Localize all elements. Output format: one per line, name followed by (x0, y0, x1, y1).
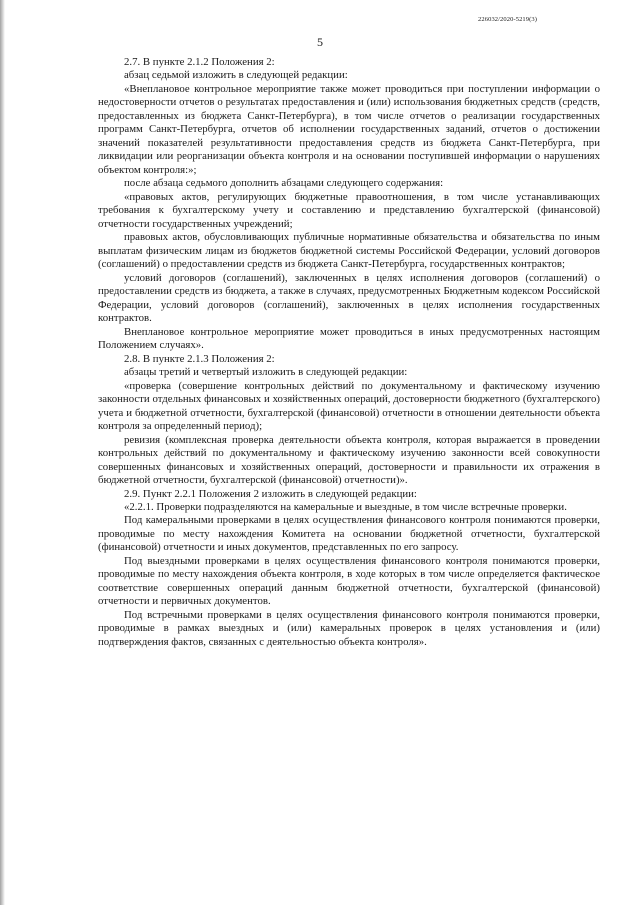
paragraph: абзацы третий и четвертый изложить в следующей редакции: (124, 366, 408, 379)
paragraph: правовых актов, обусловливающих публичные нормативные обязательства и обязательства по иным выплатам физическим лицам из бюджетов бюджетной системы Российской Федерации, условий договоров (соглашений) о предоставлении средств из бюджета Санкт-Петербурга, государственных контрактов; (98, 231, 600, 271)
paragraph: Под встречными проверками в целях осуществления финансового контроля понимаются проверки, проводимые в рамках выездных и (или) камеральных проверок в целях установления и (или) подтверждения фактов, связанных с деятельностью объекта контроля». (98, 608, 600, 648)
paragraph: «Внеплановое контрольное мероприятие также может проводиться при поступлении информации о недостоверности отчетов о результатах предоставления и (или) использования бюджетных средств (средств, предоставленных из бюджета Санкт-Петербурга), в том числе отчетов о реализации государственных программ Санкт-Петербурга, отчетов об исполнении государственных заданий, отчетов о достижении значений показателей результативности предоставления средств из бюджета Санкт-Петербурга, при ликвидации или реорганизации объекта контроля и на основании поступившей информации о нарушениях объектом контроля:»; (98, 82, 600, 176)
document-number: 226032/2020-5219(3) (478, 16, 537, 23)
paragraph: Под выездными проверками в целях осуществления финансового контроля понимаются проверки, проводимые по месту нахождения объекта контроля, в ходе которых в том числе определяется фактическое соответствие совершенных операций данным бюджетной отчетности, бухгалтерской (финансовой) отчетности и первичных документов. (98, 554, 600, 608)
paragraph: условий договоров (соглашений), заключенных в целях исполнения договоров (соглашений) о предоставлении средств из бюджета, а также в случаях, предусмотренных Бюджетным кодексом Российской Федерации, условий договоров (соглашений), заключенных в целях исполнения государственных контрактов. (98, 271, 600, 325)
page-number: 5 (317, 35, 323, 49)
paragraph: ревизия (комплексная проверка деятельности объекта контроля, которая выражается в проведении контрольных действий по документальному и фактическому изучению законности всей совокупности совершенных финансовых и хозяйственных операций, достоверности и правильности их отражения в бюджетной отчетности, бухгалтерской (финансовой) отчетности)». (98, 433, 600, 487)
paragraph: «проверка (совершение контрольных действий по документальному и фактическому изучению законности отдельных финансовых и хозяйственных операций, достоверности бюджетного (бухгалтерского) учета и бюджетной отчетности, бухгалтерской (финансовой) отчетности в отношении деятельности объекта контроля за определенный период); (98, 379, 600, 433)
paragraph: «правовых актов, регулирующих бюджетные правоотношения, в том числе устанавливающих требования к бухгалтерскому учету и составлению и представлению бухгалтерской (финансовой) отчетности государственных учреждений; (98, 190, 600, 230)
paragraph: 2.9. Пункт 2.2.1 Положения 2 изложить в следующей редакции: (124, 487, 417, 500)
document-body (98, 56, 600, 649)
paragraph: абзац седьмой изложить в следующей редакции: (124, 69, 348, 82)
paragraph: 2.8. В пункте 2.1.3 Положения 2: (124, 352, 275, 365)
paragraph: 2.7. В пункте 2.1.2 Положения 2: (124, 56, 275, 68)
paragraph: «2.2.1. Проверки подразделяются на камеральные и выездные, в том числе встречные проверки. (124, 500, 567, 513)
paragraph: Внеплановое контрольное мероприятие может проводиться в иных предусмотренных настоящим Положением случаях». (98, 325, 600, 352)
paragraph: после абзаца седьмого дополнить абзацами следующего содержания: (124, 177, 444, 190)
paragraph: Под камеральными проверками в целях осуществления финансового контроля понимаются проверки, проводимые по месту нахождения Комитета на основании бюджетной отчетности, бухгалтерской (финансовой) отчетности и иных документов, представленных по его запросу. (98, 514, 600, 554)
scan-edge-shadow (0, 0, 5, 905)
